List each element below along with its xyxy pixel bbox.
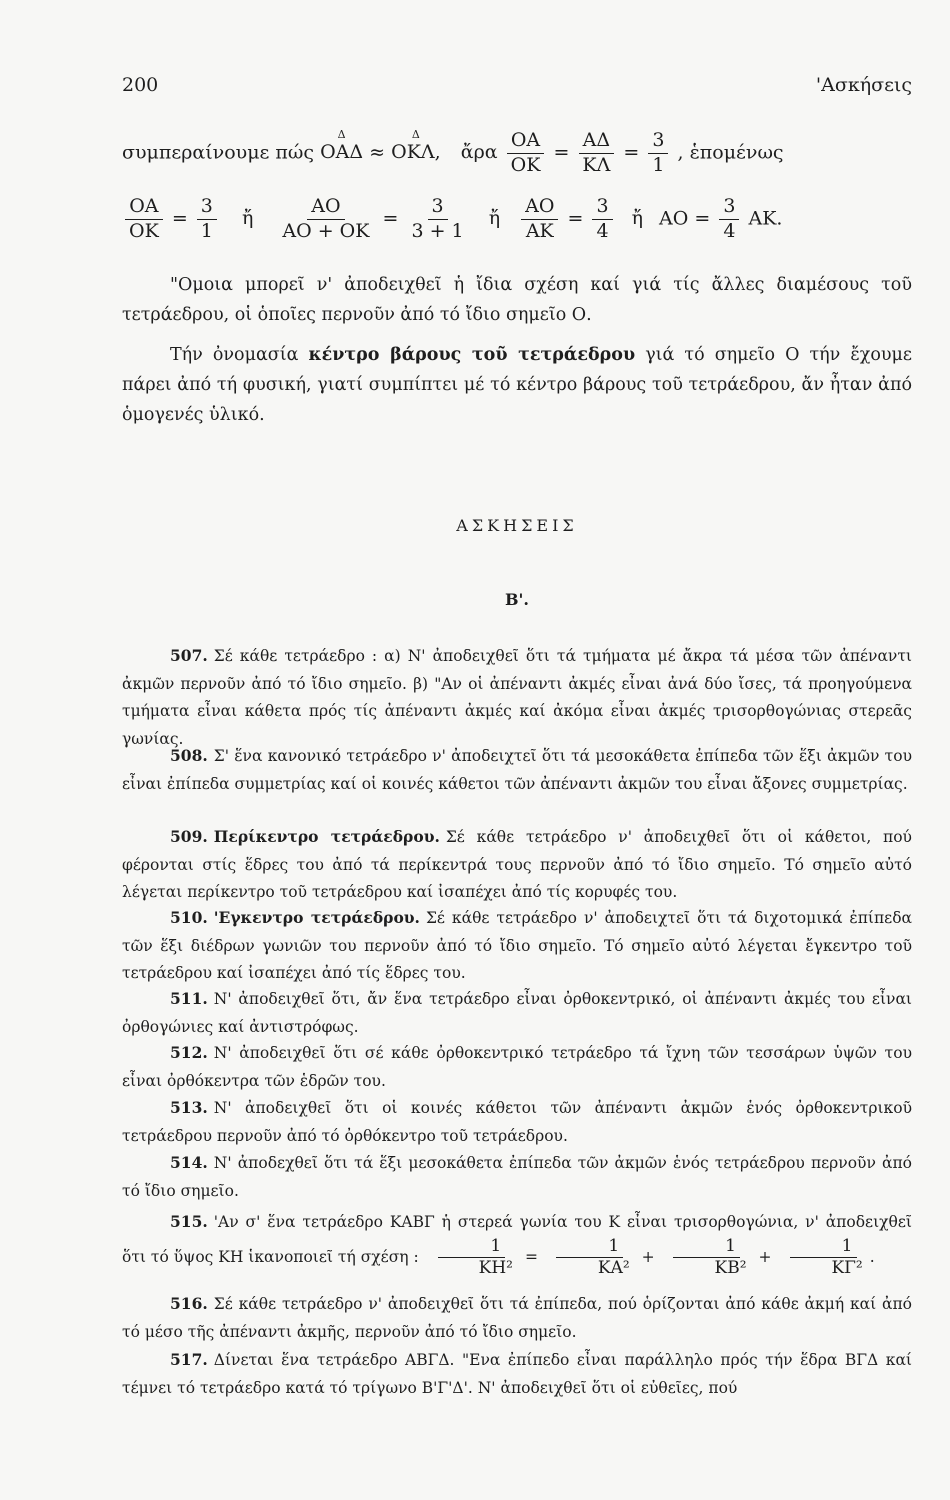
math-text: ἄρα	[460, 141, 498, 164]
math-text: .	[869, 1247, 875, 1266]
equals-sign: =	[382, 207, 399, 230]
exercise-number: 508.	[170, 746, 208, 765]
exercise-number: 510.	[170, 908, 208, 927]
page-header	[122, 74, 912, 102]
numerator: ΑΟ	[307, 196, 344, 220]
approx-sign: ≈	[369, 141, 386, 164]
numerator: 3	[719, 196, 739, 220]
exercise-509	[122, 823, 912, 907]
fraction	[719, 196, 739, 243]
fraction	[663, 1237, 751, 1279]
math-text: , ἑπομένως	[677, 141, 784, 164]
exercise-515	[122, 1208, 912, 1279]
section-title: ΑΣΚΗΣΕΙΣ	[456, 516, 578, 535]
numerator: 3	[197, 196, 217, 220]
fraction	[197, 196, 217, 243]
exercise-511	[122, 985, 912, 1041]
equals-sign: =	[623, 141, 640, 164]
exercise-number: 515.	[170, 1212, 208, 1231]
math-text: ἤ	[241, 207, 254, 230]
denominator: ΑΟ + ΟΚ	[282, 219, 370, 242]
plus-sign: +	[641, 1247, 655, 1266]
fraction	[648, 130, 668, 177]
exercise-number: 516.	[170, 1294, 208, 1313]
numerator: 3	[648, 130, 668, 154]
denominator: ΚΗ²	[478, 1258, 513, 1279]
equals-sign: =	[171, 207, 188, 230]
exercise-number: 507.	[170, 646, 208, 665]
exercise-text: Σέ κάθε τετράεδρο ν' ἀποδειχτεῖ ὅτι τά διχοτομικά ἐπίπεδα τῶν ἕξι διέδρων γωνιῶν του περνοῦν ἀπό τό ἴδιο σημεῖο. Τό σημεῖο αὐτό λέγεται ἔγκεντρο τοῦ τετράεδρου καί ἰσαπέχει ἀπό τίς ἕδρες του.	[122, 909, 912, 982]
denominator: ΑΚ	[525, 219, 554, 242]
denominator: ΚΛ	[582, 153, 611, 176]
exercise-text: Σ' ἕνα κανονικό τετράεδρο ν' ἀποδειχτεῖ ὅτι τά μεσοκάθετα ἐπίπεδα τῶν ἕξι ἀκμῶν του εἶναι ἐπίπεδα συμμετρίας καί οἱ κοινές κάθετοι τῶν ἀπέναντι ἀκμῶν του εἶναι ἄξονες συμμετρίας.	[122, 747, 912, 793]
denominator: ΚΒ²	[714, 1258, 747, 1279]
exercise-507	[122, 642, 912, 753]
numerator: 3	[592, 196, 612, 220]
denominator: 4	[596, 219, 609, 242]
denominator: ΚΓ²	[831, 1258, 863, 1279]
exercise-text: Σέ κάθε τετράεδρο ν' ἀποδειχθεῖ ὅτι τά ἐπίπεδα, πού ὁρίζονται ἀπό κάθε ἀκμή καί ἀπό τό μέσο τῆς ἀπέναντι ἀκμῆς, περνοῦν ἀπό τό ἴδιο σημεῖο.	[122, 1295, 912, 1341]
denominator: 1	[652, 153, 665, 176]
exercise-number: 509.	[170, 827, 208, 846]
fraction	[427, 1237, 517, 1279]
math-text: ΑΟ =	[659, 207, 711, 230]
denominator: 3 + 1	[411, 219, 464, 242]
fraction	[546, 1237, 634, 1279]
equals-sign: =	[553, 141, 570, 164]
numerator: ΑΔ	[579, 130, 614, 154]
exercise-510	[122, 904, 912, 988]
exercise-text: Ν' ἀποδειχθεῖ ὅτι, ἄν ἕνα τετράεδρο εἶναι ὀρθοκεντρικό, οἱ ἀπέναντι ἀκμές του εἶναι ὀρθογώνιες καί ἀντιστρόφως.	[122, 990, 912, 1036]
exercise-text: Ν' ἀποδειχθεῖ ὅτι οἱ κοινές κάθετοι τῶν ἀπέναντι ἀκμῶν ἑνός ὀρθοκεντρικοῦ τετράεδρου περνοῦν ἀπό τό ὀρθόκεντρο τοῦ τετράεδρου.	[122, 1099, 912, 1145]
running-title: 'Ασκήσεις	[815, 74, 912, 96]
exercise-text: Ν' ἀποδεχθεῖ ὅτι τά ἕξι μεσοκάθετα ἐπίπεδα τῶν ἀκμῶν ἑνός τετράεδρου περνοῦν ἀπό τό ἴδιο σημεῖο.	[122, 1154, 912, 1200]
numerator: 1	[673, 1237, 740, 1259]
paragraph-text: Τήν ὀνομασία	[170, 345, 299, 365]
term-centroid: κέντρο βάρους τοῦ τετράεδρου	[308, 345, 636, 365]
fraction	[507, 130, 545, 177]
exercise-number: 511.	[170, 989, 208, 1008]
exercise-508	[122, 742, 912, 798]
fraction	[278, 196, 373, 243]
exercise-text: Σέ κάθε τετράεδρο : α) Ν' ἀποδειχθεῖ ὅτι τά τμήματα μέ ἄκρα τά μέσα τῶν ἀπέναντι ἀκμῶν περνοῦν ἀπό τό ἴδιο σημεῖο. β) "Αν οἱ ἀπέναντι ἀκμές εἶναι ἀνά δύο ἴσες, τά προηγούμενα τμήματα εἶναι κάθετα πρός τίς ἀπέναντι ἀκμές καί ἀκόμα εἶναι ἀκμές τρισορθογώνιας στερεᾶς γωνίας.	[122, 647, 912, 748]
paragraph-centroid	[122, 340, 912, 430]
math-text: ἤ	[488, 207, 501, 230]
numerator: ΑΟ	[521, 196, 558, 220]
math-line-2	[122, 196, 912, 243]
numerator: 1	[438, 1237, 505, 1259]
math-text: ἤ	[631, 207, 643, 230]
denominator: ΟΚ	[129, 219, 159, 242]
math-line-1	[122, 130, 912, 177]
fraction	[779, 1237, 866, 1279]
exercise-517	[122, 1346, 912, 1402]
exercise-text: Σέ κάθε τετράεδρο ν' ἀποδειχθεῖ ὅτι οἱ κάθετοι, πού φέρονται στίς ἕδρες του ἀπό τά περίκεντρά τους περνοῦν ἀπό τό ἴδιο σημεῖο. Τό σημεῖο αὐτό λέγεται περίκεντρο τοῦ τετράεδρου καί ἰσαπέχει ἀπό τίς κορυφές του.	[122, 828, 912, 901]
paragraph-text: γιά τό σημεῖο Ο τήν ἔχουμε πάρει ἀπό τή φυσική, γιατί συμπίπτει μέ τό κέντρο βάρους τοῦ τετράεδρου, ἄν ἦταν ἀπό ὁμογενές ὑλικό.	[122, 345, 912, 425]
exercise-text: Δίνεται ἕνα τετράεδρο ΑΒΓΔ. "Ενα ἐπίπεδο εἶναι παράλληλο πρός τήν ἕδρα ΒΓΔ καί τέμνει τό τετράεδρο κατά τό τρίγωνο Β'Γ'Δ'. Ν' ἀποδειχθεῖ ὅτι οἱ εὐθεῖες, πού	[122, 1351, 912, 1397]
denominator: ΟΚ	[510, 153, 541, 176]
fraction	[592, 196, 612, 243]
exercise-514	[122, 1149, 912, 1205]
exercise-number: 517.	[170, 1350, 208, 1369]
fraction	[125, 196, 163, 243]
exercise-516	[122, 1290, 912, 1346]
fraction	[578, 130, 614, 177]
numerator: 1	[556, 1237, 623, 1259]
numerator: 1	[790, 1237, 857, 1259]
numerator: ΟΑ	[507, 130, 544, 154]
denominator: ΚΑ²	[597, 1258, 630, 1279]
equals-sign: =	[524, 1247, 538, 1266]
exercise-text: Ν' ἀποδειχθεῖ ὅτι σέ κάθε ὀρθοκεντρικό τετράεδρο τά ἴχνη τῶν τεσσάρων ὑψῶν του εἶναι ὀρθόκεντρα τῶν ἑδρῶν του.	[122, 1044, 912, 1090]
numerator: 3	[428, 196, 448, 220]
fraction	[521, 196, 558, 243]
exercise-heading: 'Εγκεντρο τετράεδρου.	[213, 908, 420, 927]
exercise-number: 513.	[170, 1098, 208, 1117]
exercise-number: 512.	[170, 1043, 208, 1062]
paragraph-similar-medians: "Ομοια μπορεῖ ν' ἀποδειχθεῖ ἡ ἴδια σχέση καί γιά τίς ἄλλες διαμέσους τοῦ τετράεδρου, οἱ ὁποῖες περνοῦν ἀπό τό ἴδιο σημεῖο Ο.	[122, 275, 912, 325]
exercise-heading: Περίκεντρο τετράεδρου.	[213, 827, 440, 846]
angle-okl: Δ ΟΚΛ,	[391, 141, 441, 163]
exercise-513	[122, 1094, 912, 1150]
angle-oad: Δ ΟΑΔ	[320, 141, 363, 163]
numerator: ΟΑ	[125, 196, 162, 220]
equals-sign: =	[567, 207, 584, 230]
math-text: ΑΚ.	[748, 207, 783, 230]
plus-sign: +	[758, 1247, 772, 1266]
fraction	[407, 196, 467, 243]
exercise-512	[122, 1039, 912, 1095]
math-text: συμπεραίνουμε πώς	[122, 141, 315, 164]
exercise-text: 'Αν σ' ἕνα τετράεδρο ΚΑΒΓ ἡ στερεά γωνία του Κ εἶναι τρισορθογώνια, ν' ἀποδειχθεῖ ὅτι τό ὕψος ΚΗ ἱκανοποιεῖ τή σχέση :	[122, 1213, 912, 1266]
denominator: 1	[200, 219, 213, 242]
denominator: 4	[723, 219, 736, 242]
page-number: 200	[122, 74, 159, 96]
section-subtitle: Β'.	[505, 590, 529, 609]
exercise-number: 514.	[170, 1153, 208, 1172]
